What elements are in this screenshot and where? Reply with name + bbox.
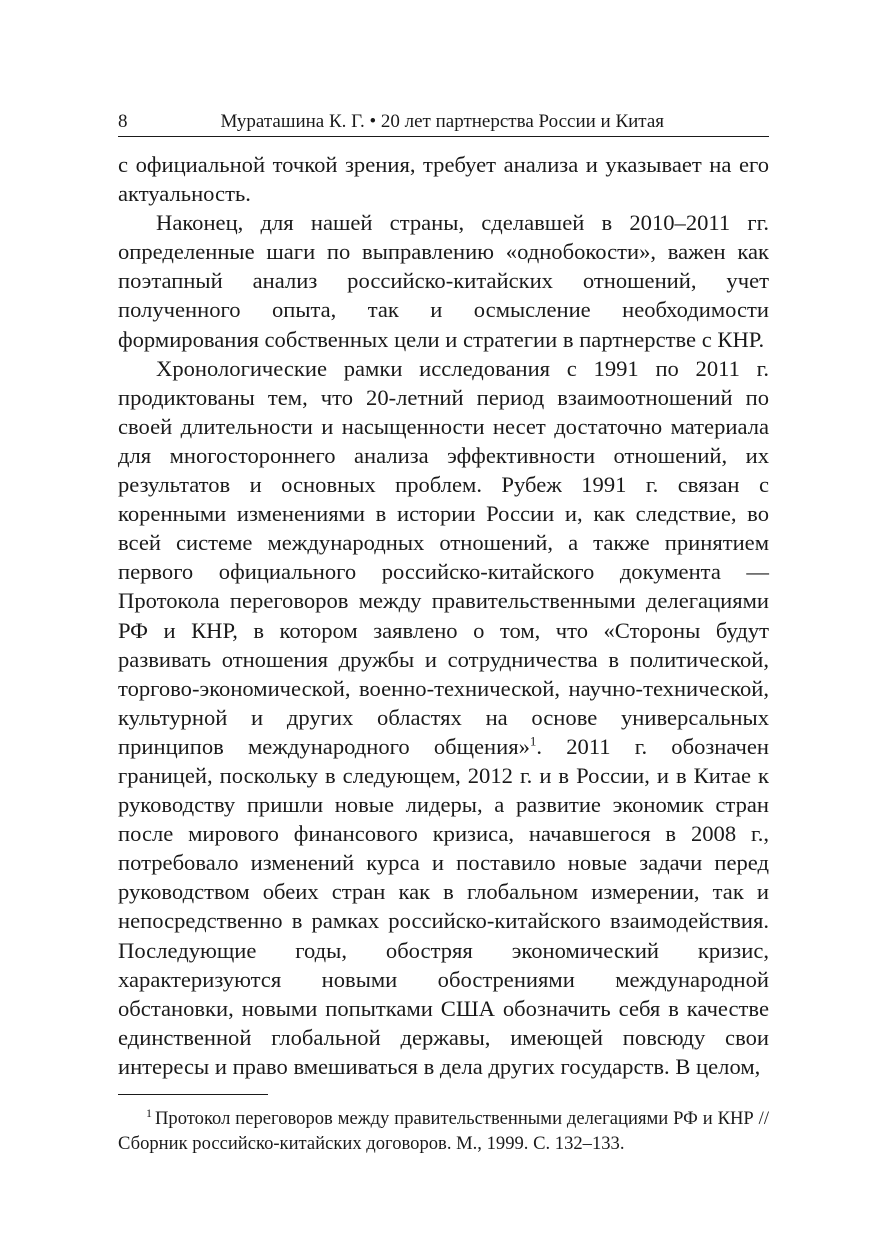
footnote-separator: [118, 1094, 268, 1095]
page-number: 8: [118, 111, 128, 132]
footnote-number: 1: [146, 1105, 152, 1120]
footnote: [118, 1106, 769, 1156]
main-text: [118, 150, 769, 1081]
paragraph-3-part-1: Хронологические рамки исследования с 1991 по 2011 г. продиктованы тем, что 20-летний период взаимоотношений по своей длительности и насыщенности несет достаточно материала для многостороннего анализа эффективности отношений, их результатов и основных проблем. Рубеж 1991 г. связан с коренными изменениями в истории России и, как следствие, во всей системе международных отношений, а также принятием первого официального российско-китайского документа — Протокола переговоров между правительственными делегациями РФ и КНР, в котором заявлено о том, что «Стороны будут развивать отношения дружбы и сотрудничества в политической, торгово-экономической, военно-технической, научно-технической, культурной и других областях на основе универсальных принципов международного общения»: [118, 355, 769, 759]
page: [118, 108, 769, 1156]
running-title: Мураташина К. Г. • 20 лет партнерства России и Китая: [220, 111, 664, 132]
footnote-text: Протокол переговоров между правительственными делегациями РФ и КНР // Сборник российско-китайских договоров. М., 1999. С. 132–133.: [118, 1108, 769, 1154]
paragraph-2: Наконец, для нашей страны, сделавшей в 2010–2011 гг. определенные шаги по выправлению «однобокости», важен как поэтапный анализ российско-китайских отношений, учет полученного опыта, так и осмысление необходимости формирования собственных цели и стратегии в партнерстве с КНР.: [118, 210, 769, 352]
running-header: [118, 108, 769, 137]
paragraph-3-part-2: . 2011 г. обозначен границей, поскольку в следующем, 2012 г. и в России, и в Китае к руководству пришли новые лидеры, а развитие экономик стран после мирового финансового кризиса, начавшегося в 2008 г., потребовало изменений курса и поставило новые задачи перед руководством обеих стран как в глобальном измерении, так и непосредственно в рамках российско-китайского взаимодействия. Последующие годы, обостряя экономический кризис, характеризуются новыми обострениями международной обстановки, новыми попытками США обозначить себя в качестве единственной глобальной державы, имеющей повсюду свои интересы и право вмешиваться в дела других государств. В целом,: [118, 733, 769, 1079]
footnote-reference: 1: [529, 733, 537, 749]
paragraph-3: [118, 354, 769, 1081]
paragraph-1: с официальной точкой зрения, требует анализа и указывает на его актуальность.: [118, 152, 769, 207]
